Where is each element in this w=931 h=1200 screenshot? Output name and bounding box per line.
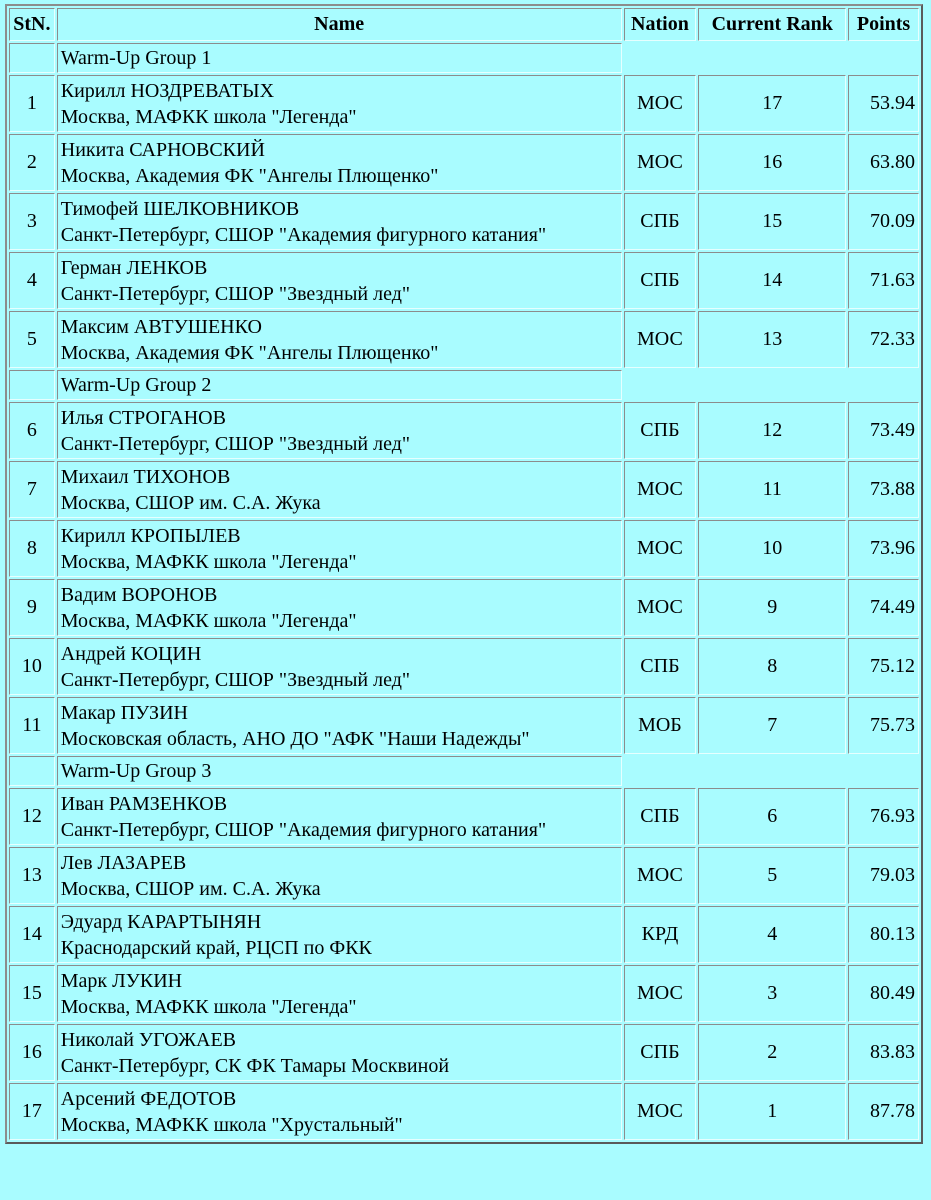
athlete-points: 76.93 xyxy=(848,788,919,845)
current-rank: 6 xyxy=(698,788,846,845)
warm-up-group-row xyxy=(9,756,919,786)
table-row xyxy=(9,520,919,577)
athlete-cell xyxy=(57,461,622,518)
table-row xyxy=(9,75,919,132)
athlete-club: Санкт-Петербург, СШОР "Звездный лед" xyxy=(60,282,411,305)
current-rank: 2 xyxy=(698,1024,846,1081)
athlete-nation: МОС xyxy=(624,134,697,191)
athlete-name: Кирилл НОЗДРЕВАТЫХ xyxy=(60,79,275,102)
table-row xyxy=(9,1083,919,1140)
current-rank: 11 xyxy=(698,461,846,518)
athlete-nation: МОБ xyxy=(624,697,697,754)
group-label: Warm-Up Group 1 xyxy=(57,43,622,73)
start-number: 14 xyxy=(9,906,55,963)
start-number: 5 xyxy=(9,311,55,368)
athlete-name: Лев ЛАЗАРЕВ xyxy=(60,851,187,874)
athlete-name: Герман ЛЕНКОВ xyxy=(60,256,208,279)
athlete-name: Тимофей ШЕЛКОВНИКОВ xyxy=(60,197,300,220)
group-label: Warm-Up Group 3 xyxy=(57,756,622,786)
table-row xyxy=(9,311,919,368)
athlete-points: 63.80 xyxy=(848,134,919,191)
table-body xyxy=(9,43,919,1140)
athlete-points: 73.96 xyxy=(848,520,919,577)
start-number: 12 xyxy=(9,788,55,845)
athlete-nation: МОС xyxy=(624,847,697,904)
athlete-club: Москва, Академия ФК "Ангелы Плющенко" xyxy=(60,341,439,364)
athlete-cell xyxy=(57,638,622,695)
start-number: 2 xyxy=(9,134,55,191)
start-number: 16 xyxy=(9,1024,55,1081)
start-number: 8 xyxy=(9,520,55,577)
start-number: 17 xyxy=(9,1083,55,1140)
athlete-cell xyxy=(57,193,622,250)
athlete-points: 80.13 xyxy=(848,906,919,963)
athlete-name: Максим АВТУШЕНКО xyxy=(60,315,262,338)
athlete-club: Москва, МАФКК школа "Легенда" xyxy=(60,550,357,573)
start-number: 10 xyxy=(9,638,55,695)
header-name: Name xyxy=(57,8,622,41)
table-row xyxy=(9,697,919,754)
athlete-points: 75.73 xyxy=(848,697,919,754)
current-rank: 9 xyxy=(698,579,846,636)
current-rank: 4 xyxy=(698,906,846,963)
athlete-nation: СПБ xyxy=(624,402,697,459)
header-row xyxy=(9,8,919,41)
group-empty-cell xyxy=(9,43,55,73)
athlete-name: Макар ПУЗИН xyxy=(60,701,188,724)
start-number: 11 xyxy=(9,697,55,754)
start-number: 1 xyxy=(9,75,55,132)
athlete-nation: МОС xyxy=(624,1083,697,1140)
athlete-nation: МОС xyxy=(624,311,697,368)
athlete-points: 70.09 xyxy=(848,193,919,250)
athlete-cell xyxy=(57,847,622,904)
start-number: 4 xyxy=(9,252,55,309)
group-filler-cell xyxy=(624,370,920,400)
athlete-name: Никита САРНОВСКИЙ xyxy=(60,138,265,161)
athlete-points: 87.78 xyxy=(848,1083,919,1140)
athlete-club: Санкт-Петербург, СШОР "Академия фигурного катания" xyxy=(60,818,547,841)
current-rank: 8 xyxy=(698,638,846,695)
group-label: Warm-Up Group 2 xyxy=(57,370,622,400)
athlete-nation: МОС xyxy=(624,965,697,1022)
athlete-cell xyxy=(57,402,622,459)
athlete-cell xyxy=(57,1024,622,1081)
table-row xyxy=(9,1024,919,1081)
athlete-cell xyxy=(57,579,622,636)
table-row xyxy=(9,461,919,518)
current-rank: 5 xyxy=(698,847,846,904)
athlete-points: 53.94 xyxy=(848,75,919,132)
athlete-club: Москва, МАФКК школа "Легенда" xyxy=(60,105,357,128)
table-row xyxy=(9,252,919,309)
table-row xyxy=(9,193,919,250)
current-rank: 1 xyxy=(698,1083,846,1140)
athlete-nation: СПБ xyxy=(624,193,697,250)
table-row xyxy=(9,906,919,963)
current-rank: 10 xyxy=(698,520,846,577)
athlete-name: Иван РАМЗЕНКОВ xyxy=(60,792,228,815)
table-row xyxy=(9,134,919,191)
athlete-club: Москва, СШОР им. С.А. Жука xyxy=(60,491,321,514)
athlete-cell xyxy=(57,520,622,577)
athlete-nation: МОС xyxy=(624,75,697,132)
start-number: 13 xyxy=(9,847,55,904)
table-row xyxy=(9,579,919,636)
athlete-points: 73.88 xyxy=(848,461,919,518)
start-number: 3 xyxy=(9,193,55,250)
athlete-cell xyxy=(57,965,622,1022)
table-row xyxy=(9,402,919,459)
athlete-club: Санкт-Петербург, СШОР "Звездный лед" xyxy=(60,668,411,691)
current-rank: 7 xyxy=(698,697,846,754)
athlete-nation: СПБ xyxy=(624,1024,697,1081)
athlete-club: Санкт-Петербург, СК ФК Тамары Москвиной xyxy=(60,1054,450,1077)
current-rank: 16 xyxy=(698,134,846,191)
table-row xyxy=(9,788,919,845)
header-points: Points xyxy=(848,8,919,41)
athlete-name: Кирилл КРОПЫЛЕВ xyxy=(60,524,241,547)
athlete-nation: МОС xyxy=(624,579,697,636)
current-rank: 3 xyxy=(698,965,846,1022)
group-filler-cell xyxy=(624,43,920,73)
table-row xyxy=(9,965,919,1022)
athlete-name: Вадим ВОРОНОВ xyxy=(60,583,218,606)
athlete-cell xyxy=(57,134,622,191)
athlete-cell xyxy=(57,788,622,845)
athlete-name: Марк ЛУКИН xyxy=(60,969,183,992)
athlete-cell xyxy=(57,75,622,132)
athlete-cell xyxy=(57,311,622,368)
table-header xyxy=(9,8,919,41)
start-number: 15 xyxy=(9,965,55,1022)
current-rank: 13 xyxy=(698,311,846,368)
athlete-name: Эдуард КАРАРТЫНЯН xyxy=(60,910,262,933)
athlete-club: Москва, МАФКК школа "Легенда" xyxy=(60,995,357,1018)
athlete-points: 73.49 xyxy=(848,402,919,459)
athlete-club: Москва, Академия ФК "Ангелы Плющенко" xyxy=(60,164,439,187)
current-rank: 17 xyxy=(698,75,846,132)
header-current-rank: Current Rank xyxy=(698,8,846,41)
group-empty-cell xyxy=(9,370,55,400)
athlete-points: 79.03 xyxy=(848,847,919,904)
athlete-points: 80.49 xyxy=(848,965,919,1022)
header-nation: Nation xyxy=(624,8,697,41)
athlete-club: Санкт-Петербург, СШОР "Звездный лед" xyxy=(60,432,411,455)
warm-up-group-row xyxy=(9,43,919,73)
athlete-club: Москва, МАФКК школа "Легенда" xyxy=(60,609,357,632)
current-rank: 15 xyxy=(698,193,846,250)
athlete-club: Москва, МАФКК школа "Хрустальный" xyxy=(60,1113,403,1136)
athlete-nation: СПБ xyxy=(624,252,697,309)
athlete-cell xyxy=(57,906,622,963)
athlete-cell xyxy=(57,252,622,309)
table-row xyxy=(9,638,919,695)
athlete-nation: СПБ xyxy=(624,638,697,695)
group-empty-cell xyxy=(9,756,55,786)
start-number: 7 xyxy=(9,461,55,518)
athlete-points: 75.12 xyxy=(848,638,919,695)
athlete-cell xyxy=(57,1083,622,1140)
athlete-name: Илья СТРОГАНОВ xyxy=(60,406,226,429)
athlete-nation: МОС xyxy=(624,461,697,518)
header-stn: StN. xyxy=(9,8,55,41)
athlete-points: 83.83 xyxy=(848,1024,919,1081)
start-number: 6 xyxy=(9,402,55,459)
athlete-cell xyxy=(57,697,622,754)
start-number: 9 xyxy=(9,579,55,636)
current-rank: 14 xyxy=(698,252,846,309)
starting-order-table xyxy=(5,4,923,1144)
athlete-club: Москва, СШОР им. С.А. Жука xyxy=(60,877,321,900)
table-row xyxy=(9,847,919,904)
athlete-name: Николай УГОЖАЕВ xyxy=(60,1028,236,1051)
athlete-points: 74.49 xyxy=(848,579,919,636)
athlete-club: Краснодарский край, РЦСП по ФКК xyxy=(60,936,372,959)
athlete-name: Андрей КОЦИН xyxy=(60,642,202,665)
athlete-nation: СПБ xyxy=(624,788,697,845)
athlete-name: Михаил ТИХОНОВ xyxy=(60,465,231,488)
warm-up-group-row xyxy=(9,370,919,400)
group-filler-cell xyxy=(624,756,920,786)
athlete-points: 72.33 xyxy=(848,311,919,368)
current-rank: 12 xyxy=(698,402,846,459)
athlete-nation: КРД xyxy=(624,906,697,963)
athlete-nation: МОС xyxy=(624,520,697,577)
athlete-club: Санкт-Петербург, СШОР "Академия фигурного катания" xyxy=(60,223,547,246)
athlete-club: Московская область, АНО ДО "АФК "Наши Надежды" xyxy=(60,727,530,750)
athlete-points: 71.63 xyxy=(848,252,919,309)
athlete-name: Арсений ФЕДОТОВ xyxy=(60,1087,237,1110)
